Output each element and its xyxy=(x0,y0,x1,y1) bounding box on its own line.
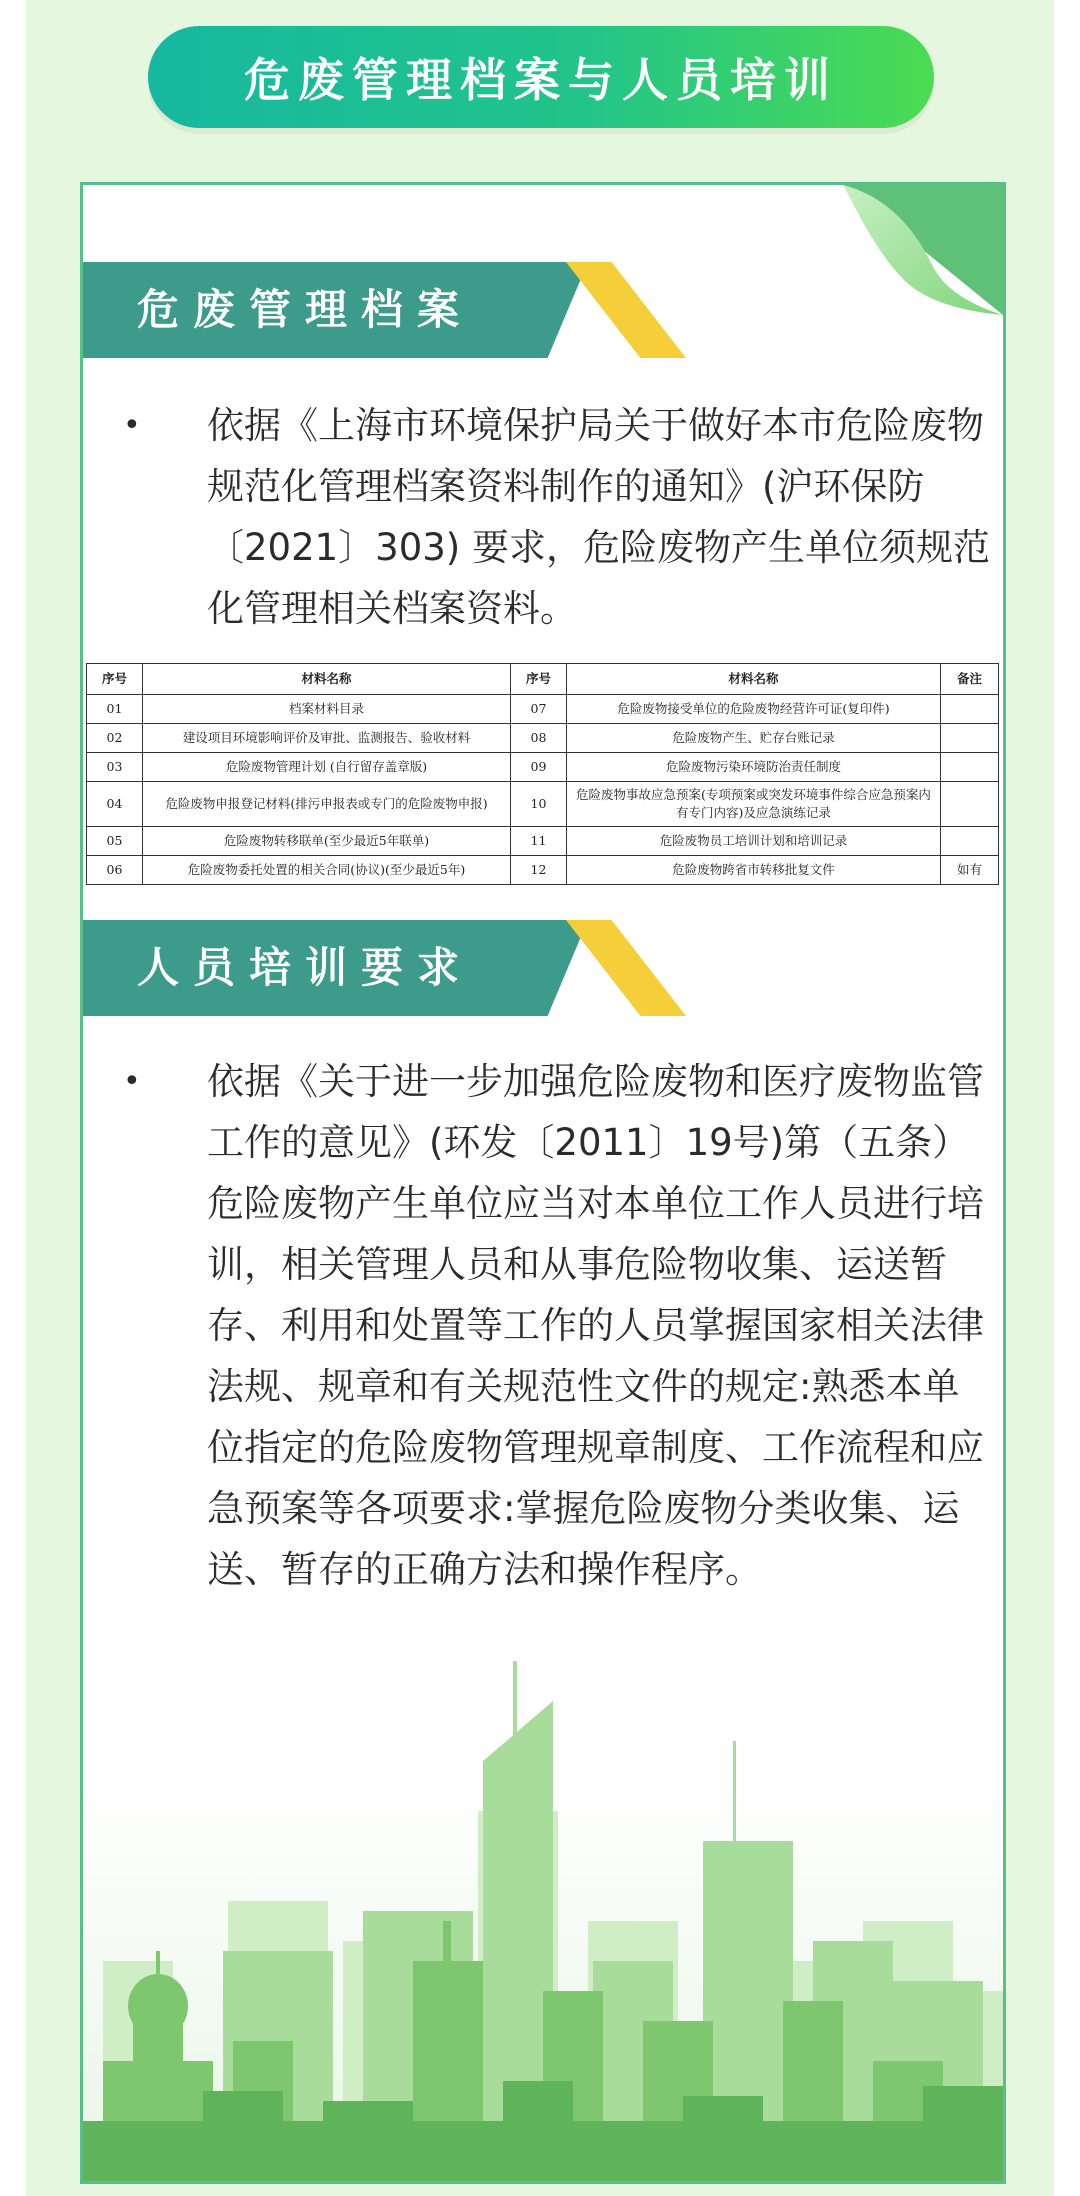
table-cell: 危险废物委托处置的相关合同(协议)(至少最近5年) xyxy=(143,856,511,885)
table-cell xyxy=(941,782,999,827)
table-cell: 危险废物跨省市转移批复文件 xyxy=(567,856,941,885)
table-cell: 08 xyxy=(511,724,567,753)
bullet: • xyxy=(123,1064,141,1099)
banner-yellow-stripe xyxy=(566,920,686,1016)
table-cell: 如有 xyxy=(941,856,999,885)
banner-yellow-stripe xyxy=(566,262,686,358)
table-cell: 04 xyxy=(87,782,143,827)
header-seq: 序号 xyxy=(511,664,567,695)
table-cell: 07 xyxy=(511,695,567,724)
table-cell: 11 xyxy=(511,827,567,856)
table-row xyxy=(87,782,999,827)
table-cell: 危险废物员工培训计划和培训记录 xyxy=(567,827,941,856)
table-cell xyxy=(941,827,999,856)
archive-paragraph xyxy=(123,395,993,639)
table-cell xyxy=(941,724,999,753)
table-cell: 03 xyxy=(87,753,143,782)
table-cell: 12 xyxy=(511,856,567,885)
table-cell xyxy=(941,753,999,782)
section-banner-training xyxy=(83,920,723,1016)
table-cell: 02 xyxy=(87,724,143,753)
page-curl-icon xyxy=(843,185,1003,315)
training-paragraph xyxy=(123,1051,993,1600)
content-card xyxy=(80,182,1006,2184)
table-cell: 危险废物转移联单(至少最近5年联单) xyxy=(143,827,511,856)
table-cell: 危险废物管理计划 (自行留存盖章版) xyxy=(143,753,511,782)
training-paragraph-text: 依据《关于进一步加强危险废物和医疗废物监管工作的意见》(环发〔2011〕19号)第（五条）危险废物产生单位应当对本单位工作人员进行培训，相关管理人员和从事危险物收集、运送暂存、利用和处置等工作的人员掌握国家相关法律法规、规章和有关规范性文件的规定:熟悉本单位指定的危险废物管理规章制度、工作流程和应急预案等各项要求:掌握危险废物分类收集、运送、暂存的正确方法和操作程序。 xyxy=(207,1060,984,1591)
table-cell: 危险废物产生、贮存台账记录 xyxy=(567,724,941,753)
table-cell: 危险废物申报登记材料(排污申报表或专门的危险废物申报) xyxy=(143,782,511,827)
table-cell: 09 xyxy=(511,753,567,782)
table-cell: 06 xyxy=(87,856,143,885)
table-row xyxy=(87,695,999,724)
table-cell: 建设项目环境影响评价及审批、监测报告、验收材料 xyxy=(143,724,511,753)
table-cell: 危险废物接受单位的危险废物经营许可证(复印件) xyxy=(567,695,941,724)
section-banner-archive xyxy=(83,262,723,358)
table-row xyxy=(87,724,999,753)
archive-materials-table xyxy=(86,663,999,885)
table-cell: 10 xyxy=(511,782,567,827)
header-material: 材料名称 xyxy=(567,664,941,695)
header-seq: 序号 xyxy=(87,664,143,695)
header-material: 材料名称 xyxy=(143,664,511,695)
table-cell: 档案材料目录 xyxy=(143,695,511,724)
header-remark: 备注 xyxy=(941,664,999,695)
table-header-row xyxy=(87,664,999,695)
table-cell: 01 xyxy=(87,695,143,724)
section-title-archive: 危废管理档案 xyxy=(137,285,474,334)
section-title-training: 人员培训要求 xyxy=(137,943,474,992)
table-cell xyxy=(941,695,999,724)
table-row xyxy=(87,827,999,856)
page-title: 危废管理档案与人员培训 xyxy=(148,26,934,128)
city-skyline-illustration xyxy=(83,1661,1003,2181)
table-row xyxy=(87,856,999,885)
table-cell: 05 xyxy=(87,827,143,856)
table-cell: 危险废物污染环境防治责任制度 xyxy=(567,753,941,782)
archive-paragraph-text: 依据《上海市环境保护局关于做好本市危险废物规范化管理档案资料制作的通知》(沪环保防〔2021〕303) 要求，危险废物产生单位须规范化管理相关档案资料。 xyxy=(207,404,990,630)
table-cell: 危险废物事故应急预案(专项预案或突发环境事件综合应急预案内有专门内容)及应急演练记录 xyxy=(567,782,941,827)
table-row xyxy=(87,753,999,782)
bullet: • xyxy=(123,408,141,443)
